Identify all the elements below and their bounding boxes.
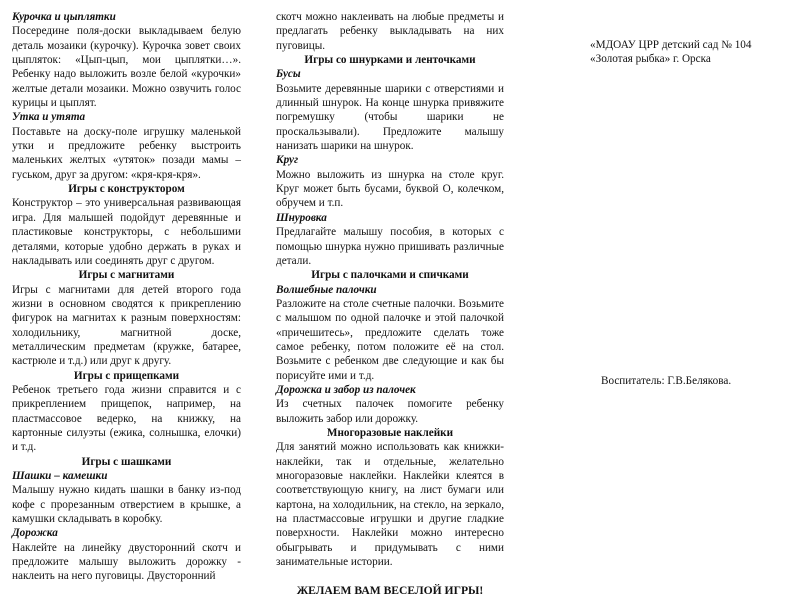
section-heading: Игры со шнурками и ленточками (304, 54, 476, 67)
section-heading: Игры с прищепками (73, 369, 180, 382)
game-title: Дорожка и забор из палочек (276, 383, 416, 396)
paragraph: Поставьте на доску-поле игрушку маленькой утки и предложите ребенку выстроить маленьких желтых «утяток» позади мамы – гуськом, друг за другом: «кря-кря-кря». (12, 125, 241, 181)
game-title: Шнуровка (276, 211, 327, 224)
paragraph: Разложите на столе счетные палочки. Возьмите с малышом по одной палочке и этой палочкой «причешитесь», предложите сделать тоже самое ребенку, потом положите её на стол. Возьмите с ребенком две следующие и как бы порисуйте ими и т.д. (276, 297, 504, 382)
paragraph: Малышу нужно кидать шашки в банку из-под кофе с прорезанным отверстием в крышке, а камушки складывать в коробку. (12, 484, 241, 526)
game-title: Дорожка (12, 527, 58, 540)
game-title: Шашки – камешки (12, 470, 108, 482)
organization-line-2: «Золотая рыбка» г. Орска (590, 53, 711, 65)
paragraph: Можно выложить из шнурка на столе круг. Круг может быть бусами, буквой О, колечком, обручем и т.п. (276, 168, 504, 210)
section-heading: Игры с палочками и спичками (311, 269, 469, 282)
paragraph: Конструктор – это универсальная развивающая игра. Для малышей подойдут деревянные и пластиковые конструкторы, с небольшими деталями, которые удобно держать в руках и накладывать или соединять друг с другом. (12, 197, 241, 267)
section-heading: Игры с магнитами (78, 269, 175, 282)
section-heading: Игры с конструктором (68, 183, 185, 196)
column-middle (276, 10, 504, 610)
paragraph: Возьмите деревянные шарики с отверстиями и длинный шнурок. На конце шнурка привяжите погремушку (чтобы шарики не проскальзывали). Предложите малышу нанизать шарики на шнурок. (276, 82, 504, 153)
paragraph: Предлагайте малышу пособия, в которых с помощью шнурка нужно пришивать различные детали. (276, 226, 504, 267)
game-title: Утка и утята (12, 111, 86, 124)
organization-name (590, 38, 752, 66)
paragraph: Игры с магнитами для детей второго года жизни в основном сводятся к прикреплению фигурок на магнитах к разным поверхностям: холодильнику, магнитной доске, металлическим предметам (кружке, батарее, кастрюле и т.д.) или друг к другу. (12, 283, 241, 368)
paragraph: Ребенок третьего года жизни справится и с прикреплением прищепок, например, на пластмассовое ведерко, на книжку, на картонные силуэты (ежика, солнышка, елочки) и т.д. (12, 383, 241, 454)
game-title: Волшебные палочки (276, 283, 377, 296)
paragraph: скотч можно наклеивать на любые предметы и предлагать ребенку выкладывать на них пуговицы. (276, 11, 504, 52)
teacher-credit: Воспитатель: Г.В.Белякова. (601, 375, 732, 387)
section-heading: Игры с шашками (81, 455, 172, 468)
organization-line-1: «МДОАУ ЦРР детский сад № 104 (590, 39, 752, 51)
closing-wish: ЖЕЛАЕМ ВАМ ВЕСЕЛОЙ ИГРЫ! (296, 584, 484, 598)
column-left (12, 10, 241, 584)
paragraph: Из счетных палочек помогите ребенку выложить забор или дорожку. (276, 398, 504, 425)
paragraph: Посередине поля-доски выкладываем белую деталь мозаики (курочку). Курочка зовет своих цыпляток: «Цып-цып, мои цыплятки…». Ребенку надо выложить возле белой «курочки» желтые детали мозаики. Можно озвучить голос курицы и цыплят. (12, 25, 241, 110)
game-title: Бусы (276, 68, 301, 81)
paragraph: Наклейте на линейку двусторонний скотч и предложите малышу выложить дорожку - наклеить на него пуговицы. Двусторонний (12, 541, 241, 583)
paragraph: Для занятий можно использовать как книжки-наклейки, так и отдельные, желательно многоразовые наклейки. Наклейки клеятся в соответствующую книгу, на лист бумаги или картона, на холодильник, на стекло, на зеркало, на пластмассовые игрушки и другие гладкие поверхности. Наклейки можно интересно обыгрывать и придумывать с ними занимательные истории. (276, 441, 504, 569)
game-title: Курочка и цыплятки (12, 11, 116, 23)
column-middle-blocks (276, 10, 504, 569)
section-heading: Многоразовые наклейки (326, 426, 454, 439)
game-title: Круг (276, 154, 299, 167)
